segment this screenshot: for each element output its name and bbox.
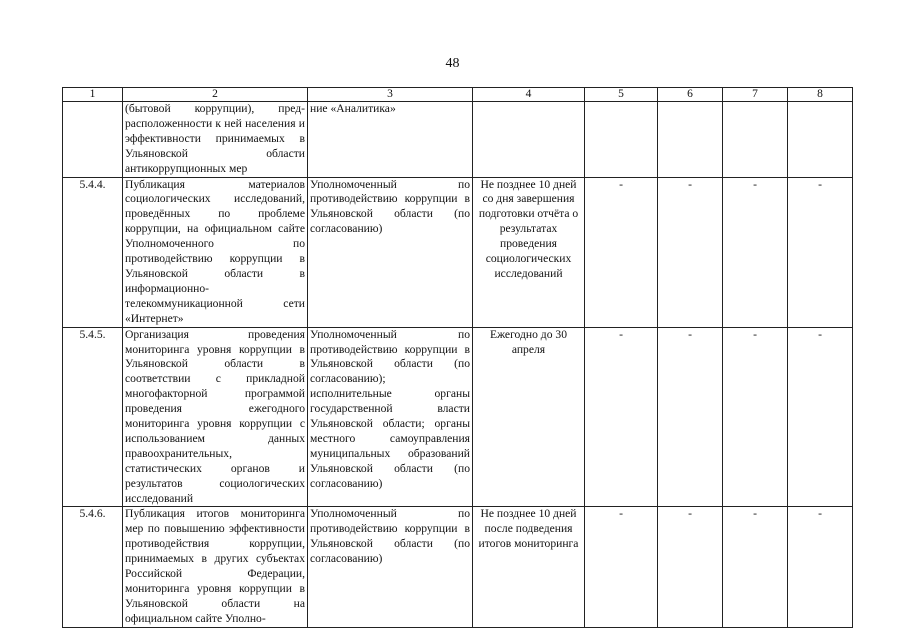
column-header: 7 bbox=[723, 88, 788, 102]
cell-col7: - bbox=[723, 177, 788, 327]
deadline bbox=[473, 102, 585, 178]
cell-col8: - bbox=[788, 177, 853, 327]
cell-col7: - bbox=[723, 507, 788, 627]
item-number: 5.4.6. bbox=[63, 507, 123, 627]
table-row bbox=[63, 102, 853, 178]
column-header: 5 bbox=[585, 88, 658, 102]
page-number: 48 bbox=[445, 56, 460, 71]
column-header: 6 bbox=[658, 88, 723, 102]
header-row bbox=[63, 88, 853, 102]
executor: Уполномоченный по противодействию коррупции в Ульяновской области (по согласованию) bbox=[308, 177, 473, 327]
item-number: 5.4.4. bbox=[63, 177, 123, 327]
item-number: 5.4.5. bbox=[63, 327, 123, 507]
cell-col5: - bbox=[585, 327, 658, 507]
column-header: 3 bbox=[308, 88, 473, 102]
measure-name: Публикация итогов мониторинга мер по повышению эффективности противодействия коррупции, принимаемых в других субъектах Российской Федерации, мониторинга уровня коррупции в Ульяновской области на официальном сайте Уполно- bbox=[123, 507, 308, 627]
column-header: 1 bbox=[63, 88, 123, 102]
cell-col7: - bbox=[723, 327, 788, 507]
item-number bbox=[63, 102, 123, 178]
deadline: Не позднее 10 дней после подведения итогов мониторинга bbox=[473, 507, 585, 627]
cell-col5 bbox=[585, 102, 658, 178]
cell-col7 bbox=[723, 102, 788, 178]
column-header: 2 bbox=[123, 88, 308, 102]
executor: Уполномоченный по противодействию коррупции в Ульяновской области (по согласованию); исполнительные органы государственной власти Ульяновской области; органы местного самоуправления муниципальных образований Ульяновской области (по согласованию) bbox=[308, 327, 473, 507]
table-row bbox=[63, 507, 853, 627]
cell-col6 bbox=[658, 102, 723, 178]
cell-col6: - bbox=[658, 327, 723, 507]
cell-col6: - bbox=[658, 507, 723, 627]
deadline: Не позднее 10 дней со дня завершения подготовки отчёта о результатах проведения социологических исследований bbox=[473, 177, 585, 327]
cell-col8 bbox=[788, 102, 853, 178]
cell-col5: - bbox=[585, 177, 658, 327]
cell-col8: - bbox=[788, 507, 853, 627]
table-row bbox=[63, 177, 853, 327]
executor: Уполномоченный по противодействию коррупции в Ульяновской области (по согласованию) bbox=[308, 507, 473, 627]
measure-name: Публикация материалов социологических исследований, проведённых по проблеме коррупции, на официальном сайте Уполномоченного по противодействию коррупции в Ульяновской области в информационно-телекоммуникационной сети «Интернет» bbox=[123, 177, 308, 327]
executor: ние «Аналитика» bbox=[308, 102, 473, 178]
cell-col5: - bbox=[585, 507, 658, 627]
table-row bbox=[63, 327, 853, 507]
column-header: 4 bbox=[473, 88, 585, 102]
column-header: 8 bbox=[788, 88, 853, 102]
measure-name: Организация проведения мониторинга уровня коррупции в Ульяновской области в соответствии с прикладной многофакторной программой проведения ежегодного мониторинга уровня коррупции с использованием данных правоохранительных, статистических органов и результатов социологических исследований bbox=[123, 327, 308, 507]
cell-col6: - bbox=[658, 177, 723, 327]
measure-name: (бытовой коррупции), пред-расположенности к ней населения и эффективности принимаемых в Ульяновской области антикоррупционных мер bbox=[123, 102, 308, 178]
deadline: Ежегодно до 30 апреля bbox=[473, 327, 585, 507]
measures-table bbox=[62, 87, 853, 628]
cell-col8: - bbox=[788, 327, 853, 507]
